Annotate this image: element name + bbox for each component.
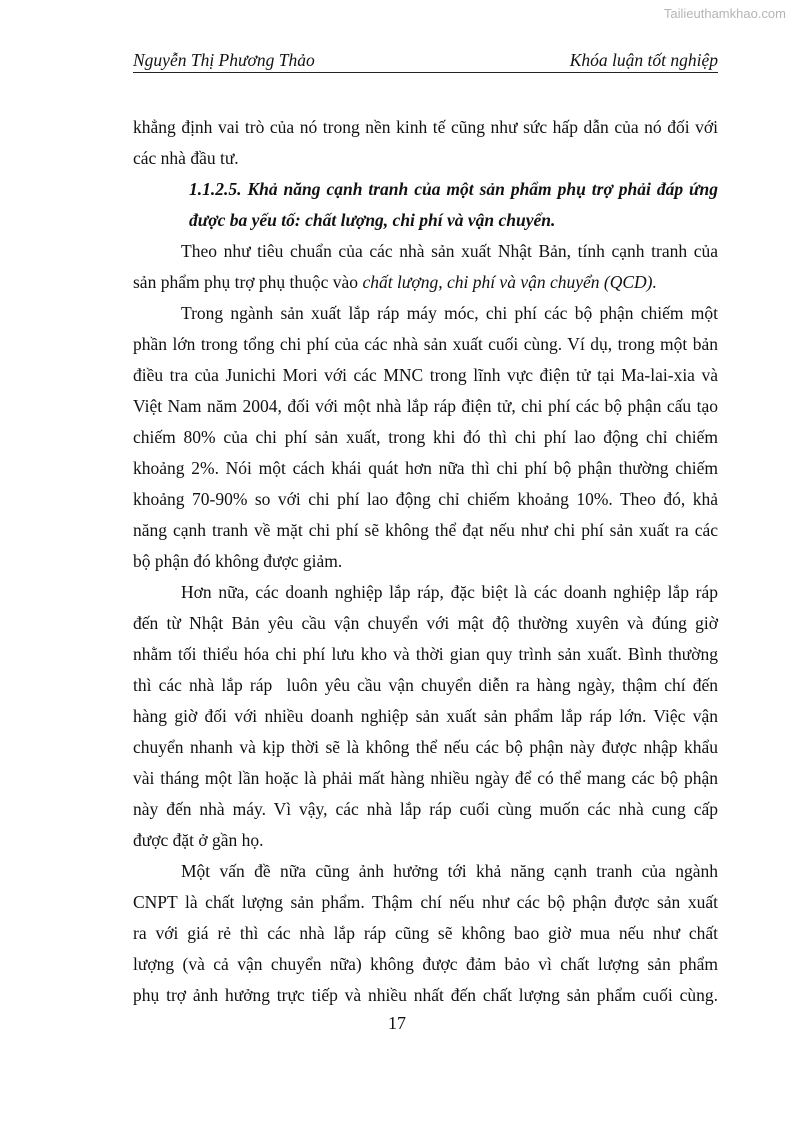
text-line: nhằm tối thiểu hóa chi phí lưu kho và thời gian quy trình sản xuất. Bình thường — [133, 644, 718, 664]
text-line: bộ phận đó không được giảm. — [133, 551, 343, 571]
text-line: năng cạnh tranh về mặt chi phí sẽ không thể đạt nếu như chi phí sản xuất ra các — [133, 520, 718, 540]
text-segment: sản phẩm phụ trợ phụ thuộc vào — [133, 272, 363, 292]
header-title: Khóa luận tốt nghiệp — [569, 50, 718, 70]
text-line: này đến nhà máy. Vì vậy, các nhà lắp ráp cuối cùng muốn các nhà cung cấp — [133, 799, 718, 819]
section-heading: 1.1.2.5. Khả năng cạnh tranh của một sản phẩm phụ trợ phải đáp ứng — [189, 179, 718, 199]
text-line: ra với giá rẻ thì các nhà lắp ráp cũng sẽ không bao giờ mua nếu như chất — [133, 923, 718, 943]
text-line: hàng giờ đối với nhiều doanh nghiệp sản xuất sản phẩm lắp ráp lớn. Việc vận — [133, 706, 718, 726]
emphasis-text: chất lượng, chi phí và vận chuyển (QCD). — [362, 272, 657, 292]
section-heading: được ba yếu tố: chất lượng, chi phí và vận chuyển. — [189, 210, 556, 230]
text-line: thì các nhà lắp ráp luôn yêu cầu vận chuyển diễn ra hàng ngày, thậm chí đến — [133, 675, 718, 695]
text-line: CNPT là chất lượng sản phẩm. Thậm chí nếu như các bộ phận được sản xuất — [133, 892, 718, 912]
page-number: 17 — [388, 1013, 406, 1033]
text-line: Một vấn đề nữa cũng ảnh hưởng tới khả năng cạnh tranh của ngành — [181, 861, 718, 881]
document-body — [133, 112, 718, 1011]
text-line: Việt Nam năm 2004, đối với một nhà lắp ráp điện tử, chi phí các bộ phận cấu tạo — [133, 396, 718, 416]
text-line: vài tháng một lần hoặc là phải mất hàng nhiều ngày để có thể mang các bộ phận — [133, 768, 718, 788]
text-line: lượng (và cả vận chuyển nữa) không được đảm bảo vì chất lượng sản phẩm — [133, 954, 718, 974]
text-line: khoảng 2%. Nói một cách khái quát hơn nữa thì chi phí bộ phận thường chiếm — [133, 458, 718, 478]
text-line: khẳng định vai trò của nó trong nền kinh tế cũng như sức hấp dẫn của nó đối với — [133, 117, 718, 137]
text-line: Hơn nữa, các doanh nghiệp lắp ráp, đặc biệt là các doanh nghiệp lắp ráp — [181, 582, 718, 602]
text-line: khoảng 70-90% so với chi phí lao động chỉ chiếm khoảng 10%. Theo đó, khả — [133, 489, 718, 509]
text-line: chiếm 80% của chi phí sản xuất, trong khi đó thì chi phí lao động chỉ chiếm — [133, 427, 718, 447]
text-line: các nhà đầu tư. — [133, 148, 239, 168]
text-line: được đặt ở gần họ. — [133, 830, 264, 850]
watermark: Tailieuthamkhao.com — [663, 6, 786, 21]
text-line: điều tra của Junichi Mori với các MNC trong lĩnh vực điện tử tại Ma-lai-xia và — [133, 365, 718, 385]
text-line — [133, 267, 718, 298]
text-line: phần lớn trong tổng chi phí của các nhà sản xuất cuối cùng. Ví dụ, trong một bản — [133, 334, 718, 354]
text-line: phụ trợ ảnh hưởng trực tiếp và nhiều nhất đến chất lượng sản phẩm cuối cùng. — [133, 985, 718, 1005]
text-line: Trong ngành sản xuất lắp ráp máy móc, chi phí các bộ phận chiếm một — [181, 303, 718, 323]
text-line: đến từ Nhật Bản yêu cầu vận chuyển với mật độ thường xuyên và đúng giờ — [133, 613, 718, 633]
text-line: chuyển nhanh và kịp thời sẽ là không thể nếu các bộ phận này được nhập khẩu — [133, 737, 718, 757]
text-line: Theo như tiêu chuẩn của các nhà sản xuất Nhật Bản, tính cạnh tranh của — [181, 241, 718, 261]
page-header — [133, 50, 718, 73]
header-author: Nguyễn Thị Phương Thảo — [133, 50, 315, 70]
